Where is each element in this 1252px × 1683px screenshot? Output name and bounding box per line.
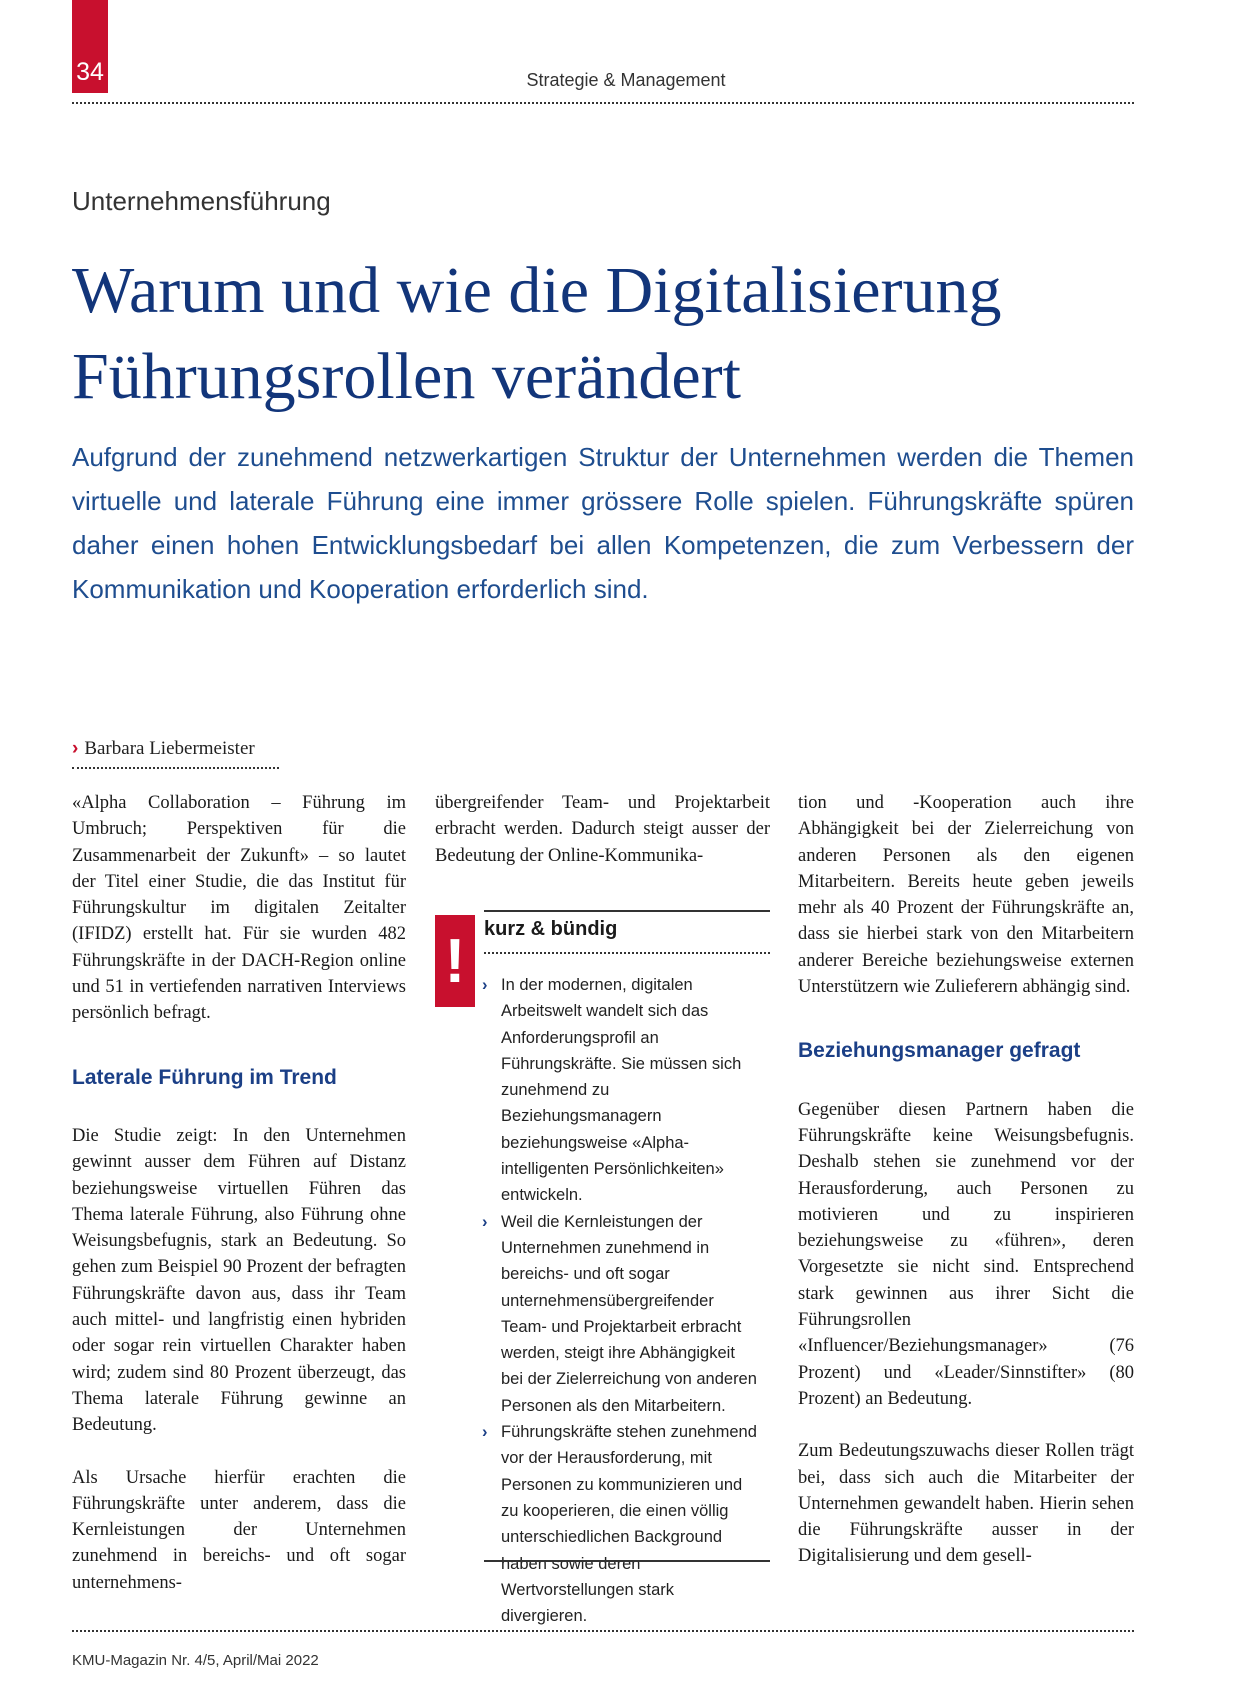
col3-paragraph-2: Gegenüber diesen Partnern haben die Führungskräfte keine Weisungsbefugnis. Deshalb stehen sie zunehmend vor der Herausforderung, auch Personen zu motivieren und zu inspirieren beziehungsweise zu «führen», deren Vorgesetzte sie nicht sind. Entsprechend stark gewinnen aus ihrer Sicht die Führungsrollen «Influencer/Beziehungsmanager» (76 Prozent) und «Leader/Sinnstifter» (80 Prozent) an Bedeutung.	[798, 1099, 1134, 1409]
header-divider	[72, 102, 1134, 104]
col1-paragraph-2: Die Studie zeigt: In den Unternehmen gewinnt ausser dem Führen auf Distanz beziehungsweise virtuellen Führen das Thema laterale Führung, also Führung ohne Weisungsbefugnis, stark an Bedeutung. So gehen zum Beispiel 90 Prozent der befragten Führungskräfte davon aus, dass ihr Team auch mittel- und langfristig einen hybriden oder sogar rein virtuellen Charakter haben wird; zudem sind 80 Prozent überzeugt, das Thema laterale Führung gewinne an Bedeutung.	[72, 1125, 406, 1436]
bullet-item	[482, 1209, 757, 1419]
bullet-text: Weil die Kernleistungen der Unternehmen zunehmend in bereichs- und oft sogar unternehmensübergreifender Team- und Projektarbeit erbracht werden, steigt ihre Abhängigkeit bei der Zielerreichung von anderen Personen als den Mitarbeitern.	[501, 1212, 757, 1415]
bullet-chevron-icon: ›	[482, 976, 488, 994]
col1-paragraph-3: Als Ursache hierfür erachten die Führungskräfte unter anderem, dass die Kernleistungen der Unternehmen zunehmend in bereichs- und oft sogar unternehmens-	[72, 1467, 406, 1593]
column-2	[435, 790, 770, 895]
col3-subhead: Beziehungsmanager gefragt	[798, 1039, 1081, 1063]
bullet-text: In der modernen, digitalen Arbeitswelt wandelt sich das Anforderungsprofil an Führungskräfte. Sie müssen sich zunehmend zu Beziehungsmanagern beziehungsweise «Alpha-intelligenten Persönlichkeiten» entwickeln.	[501, 976, 742, 1205]
col2-paragraph-1: übergreifender Team- und Projektarbeit erbracht werden. Dadurch steigt ausser der Bedeutung der Online-Kommunika-	[435, 793, 770, 866]
bullet-chevron-icon: ›	[482, 1423, 488, 1442]
col3-paragraph-1: tion und -Kooperation auch ihre Abhängigkeit bei der Zielerreichung von anderen Personen als den eigenen Mitarbeitern. Bereits heute geben jeweils mehr als 40 Prozent der Führungskräfte an, dass sie hierbei stark von den Mitarbeitern anderer Bereiche beziehungsweise externen Unterstützern wie Zulieferern abhängig sind.	[798, 793, 1134, 998]
box-top-rule	[484, 910, 770, 912]
article-kicker: Unternehmensführung	[72, 186, 331, 216]
section-title: Strategie & Management	[526, 70, 726, 90]
bullet-text: Führungskräfte stehen zunehmend vor der Herausforderung, mit Personen zu kommunizieren und zu kooperieren, die einen völlig unterschiedlichen Background haben sowie deren Wertvorstellungen stark divergieren.	[501, 1423, 757, 1626]
title-line-1: Warum und wie die Digitalisierung	[72, 254, 1002, 327]
bullet-chevron-icon: ›	[482, 1212, 488, 1231]
author-byline	[72, 738, 255, 760]
col1-subhead: Laterale Führung im Trend	[72, 1065, 337, 1089]
author-marker-icon: ›	[72, 738, 79, 759]
footer-text: KMU-Magazin Nr. 4/5, April/Mai 2022	[72, 1652, 319, 1669]
box-title-divider	[484, 952, 770, 954]
column-1	[72, 790, 406, 1622]
column-3	[798, 790, 1134, 1596]
footer-divider	[72, 1630, 1134, 1632]
box-bottom-rule	[484, 1560, 770, 1562]
exclamation-icon: !	[435, 915, 475, 1007]
bullet-item	[482, 972, 757, 1209]
article-title	[72, 248, 1172, 420]
article-lead: Aufgrund der zunehmend netzwerkartigen Struktur der Unternehmen werden die Themen virtuelle und laterale Führung eine immer grössere Rolle spielen. Führungskräfte spüren daher einen hohen Entwicklungsbedarf bei allen Kompetenzen, die zum Verbessern der Kommunikation und Kooperation erforderlich sind.	[72, 442, 1134, 604]
author-name: Barbara Liebermeister	[84, 738, 255, 759]
box-title: kurz & bündig	[484, 918, 618, 940]
bullet-item	[482, 1419, 757, 1629]
author-divider	[72, 767, 279, 769]
col3-paragraph-3: Zum Bedeutungszuwachs dieser Rollen trägt bei, dass sich auch die Mitarbeiter der Unternehmen gewandelt haben. Hierin sehen die Führungskräfte ausser in der Digitalisierung und dem gesell-	[798, 1441, 1134, 1567]
box-bullet-list	[482, 972, 757, 1629]
col1-paragraph-1: «Alpha Collaboration – Führung im Umbruch; Perspektiven für die Zusammenarbeit der Zukunft» – so lautet der Titel einer Studie, die das Institut für Führungskultur im digitalen Zeitalter (IFIDZ) erstellt hat. Für sie wurden 482 Führungskräfte in der DACH-Region online und 51 in vertiefenden narrativen Interviews persönlich befragt.	[72, 793, 406, 1024]
title-line-2: Führungsrollen verändert	[72, 340, 741, 413]
page-number: 34	[72, 0, 108, 93]
